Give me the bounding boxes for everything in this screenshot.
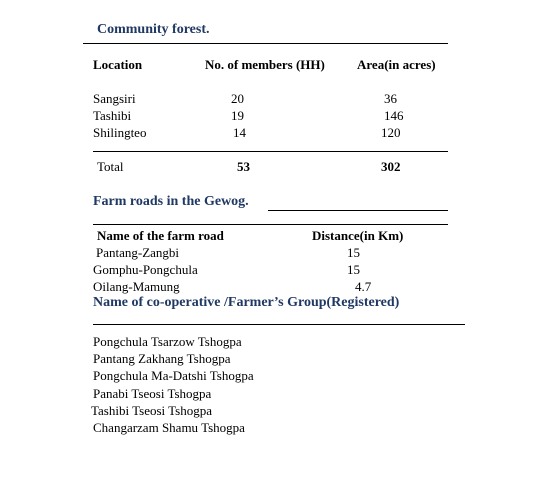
cf-row-1-location: Sangsiri	[93, 91, 136, 106]
cf-row-3-location: Shilingteo	[93, 125, 147, 140]
cf-row-3-members: 14	[233, 125, 246, 140]
farm-roads-title-rule	[268, 210, 448, 211]
cf-row-2-area: 146	[384, 108, 404, 123]
coop-item-1: Pongchula Tsarzow Tshogpa	[93, 334, 242, 349]
cf-total-label: Total	[97, 159, 124, 174]
cf-total-members: 53	[237, 159, 250, 174]
cf-header-members: No. of members (HH)	[205, 57, 325, 72]
fr-header-name: Name of the farm road	[97, 228, 224, 243]
fr-row-1-name: Pantang-Zangbi	[96, 245, 180, 260]
cooperatives-title: Name of co-operative /Farmer’s Group(Registered)	[93, 295, 400, 310]
cf-row-2-members: 19	[231, 108, 244, 123]
cf-row-1-area: 36	[384, 91, 397, 106]
cf-row-2-location: Tashibi	[93, 108, 132, 123]
farm-roads-top-rule	[93, 224, 448, 225]
cf-total-rule	[93, 151, 448, 152]
cf-total-area: 302	[381, 159, 401, 174]
coop-item-2: Pantang Zakhang Tshogpa	[93, 351, 231, 366]
coop-item-5: Tashibi Tseosi Tshogpa	[91, 403, 213, 418]
cf-row-1-members: 20	[231, 91, 244, 106]
cf-header-area: Area(in acres)	[357, 57, 436, 72]
coop-item-6: Changarzam Shamu Tshogpa	[93, 420, 245, 435]
fr-row-2-name: Gomphu-Pongchula	[93, 262, 198, 277]
fr-row-3-name: Oilang-Mamung	[93, 279, 180, 294]
cf-row-3-area: 120	[381, 125, 401, 140]
fr-row-2-distance: 15	[347, 262, 360, 277]
fr-header-distance: Distance(in Km)	[312, 228, 404, 243]
farm-roads-title: Farm roads in the Gewog.	[93, 194, 249, 209]
community-forest-title: Community forest.	[97, 22, 210, 37]
fr-row-1-distance: 15	[347, 245, 360, 260]
coop-item-3: Pongchula Ma-Datshi Tshogpa	[93, 368, 254, 383]
fr-row-3-distance: 4.7	[355, 279, 372, 294]
community-forest-top-rule	[83, 43, 448, 44]
coop-item-4: Panabi Tseosi Tshogpa	[93, 386, 212, 401]
cf-header-location: Location	[93, 57, 143, 72]
cooperatives-rule	[93, 324, 465, 325]
